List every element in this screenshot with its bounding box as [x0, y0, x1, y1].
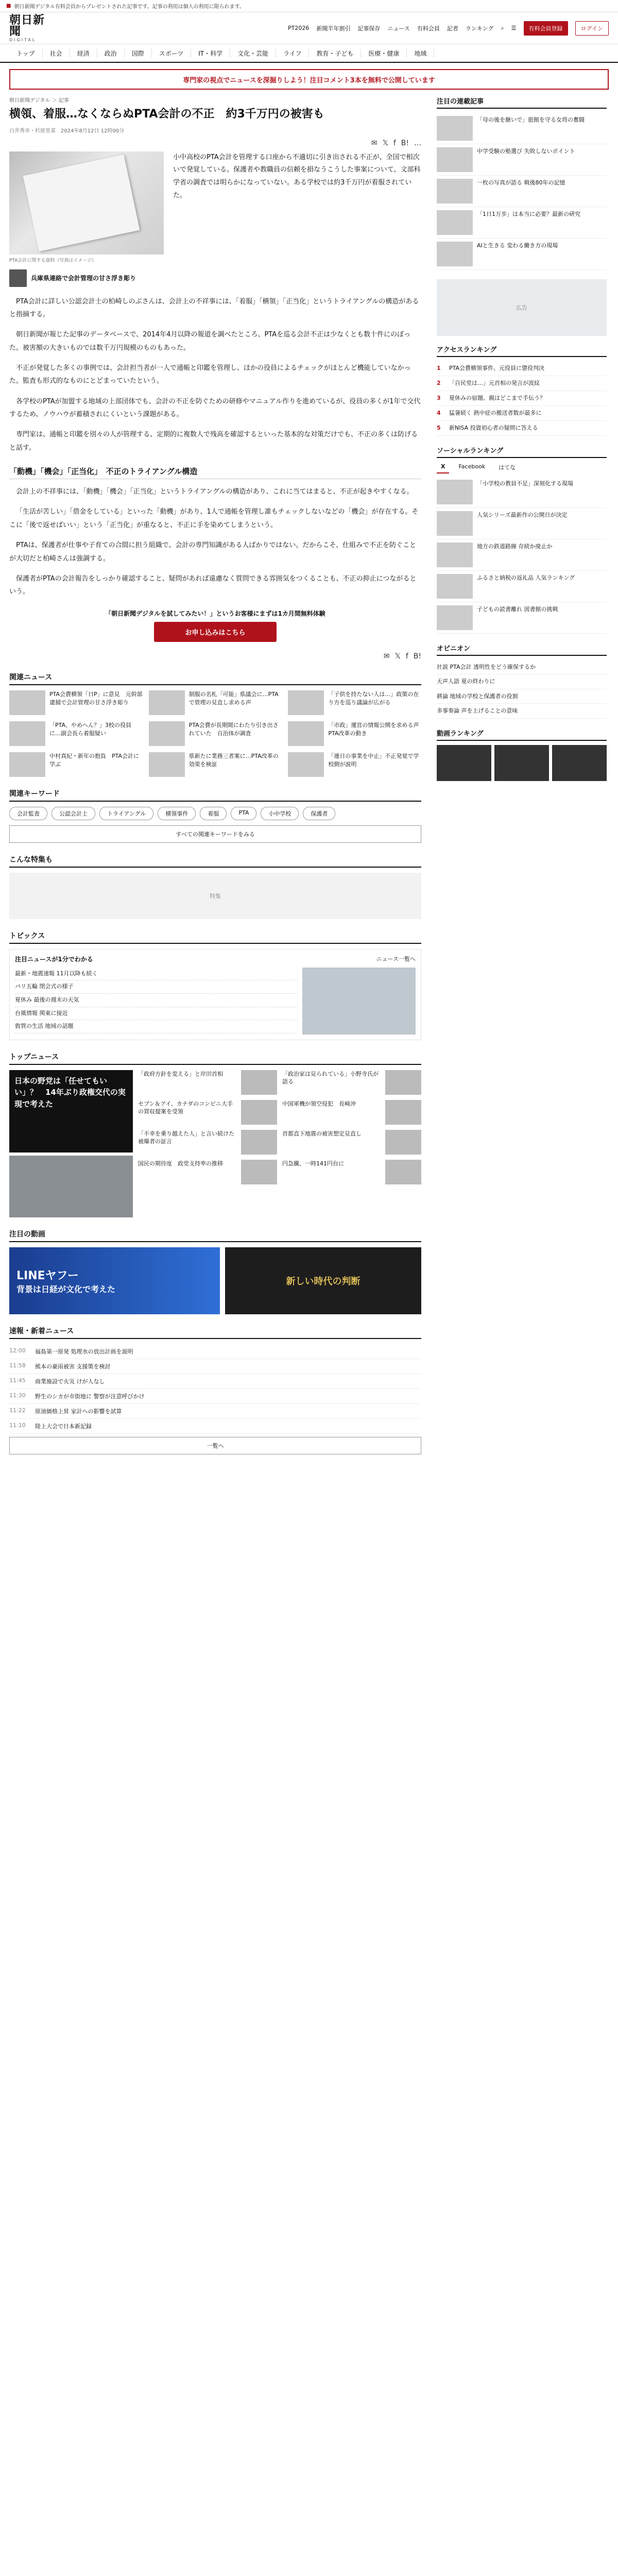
- topnews-item[interactable]: [282, 1160, 421, 1184]
- related-thumbnail: [9, 690, 45, 715]
- gift-article-banner: [0, 0, 618, 12]
- topnews-grid: [9, 1070, 421, 1217]
- breaking-item[interactable]: [9, 1389, 421, 1404]
- social-thumbnail: [437, 605, 473, 630]
- breaking-item[interactable]: [9, 1344, 421, 1359]
- breaking-item[interactable]: [9, 1359, 421, 1374]
- attention-thumbnail: [437, 242, 473, 266]
- topnews-heading: トップニュース: [9, 1052, 421, 1065]
- social-item[interactable]: [437, 477, 607, 508]
- topnews-thumbnail: [241, 1070, 277, 1095]
- related-thumbnail: [288, 690, 324, 715]
- topics-image[interactable]: [302, 968, 416, 1035]
- hatena-icon[interactable]: B!: [413, 652, 421, 660]
- related-item-title: 県新たに業務三者案に…PTA改革の効果を検証: [188, 752, 279, 768]
- facebook-icon[interactable]: f: [405, 652, 408, 660]
- genre-nav-item[interactable]: 教育・子ども: [309, 49, 361, 58]
- article-title: 横領、着服…なくならぬPTA会計の不正 約3千万円の被害も: [9, 108, 324, 121]
- related-item-title: 「連日の事業を中止」不正発覚で学校側が説明: [328, 752, 419, 768]
- ranking-item-title: 新NISA 投資初心者の疑問に答える: [449, 424, 538, 431]
- topnews-item-title: セブン＆アイ、カナダのコンビニ大手の買収提案を受領: [138, 1100, 233, 1115]
- trial-cta-text: 「朝日新聞デジタルを試してみたい！」というお客様にまずは1カ月間無料体験: [105, 609, 325, 617]
- gift-banner-text: 朝日新聞デジタル有料会員からプレゼントされた記事です。記事の利用は個人の利用に限られます。: [14, 4, 245, 10]
- topics-list: [15, 968, 297, 1035]
- topics-item[interactable]: 台風情報 関東に接近: [15, 1007, 297, 1021]
- breaking-list: [9, 1344, 421, 1434]
- genre-nav-item[interactable]: 地域: [407, 49, 434, 58]
- header-nav-item[interactable]: 有料会員: [417, 25, 440, 32]
- topnews-lead-image[interactable]: [9, 1156, 133, 1217]
- rank-number: 1: [437, 365, 441, 371]
- breaking-time: 11:10: [9, 1421, 26, 1429]
- opinion-item[interactable]: 社説 PTA会計 透明性をどう確保するか: [437, 660, 607, 675]
- social-thumbnail: [437, 574, 473, 599]
- social-tabs: [437, 462, 607, 473]
- article-paragraph: 不正が発覚した多くの事例では、会計担当者が一人で通帳と印鑑を管理し、ほかの役員によるチェックがほとんど機能していなかった。監査も形式的なものにとどまっていたという。: [9, 364, 411, 385]
- topnews-item-title: 「不幸を乗り越えた人」と言い続けた被爆者の証言: [138, 1130, 234, 1145]
- site-logo[interactable]: [9, 14, 50, 42]
- sidebar-ad[interactable]: 広告: [437, 279, 607, 336]
- hatena-icon[interactable]: B!: [401, 139, 409, 147]
- related-item[interactable]: [288, 721, 425, 746]
- breaking-item[interactable]: [9, 1404, 421, 1419]
- related-news-grid: [9, 690, 425, 777]
- related-thumbnail: [288, 721, 324, 746]
- author-block[interactable]: [9, 269, 421, 287]
- header-nav: [288, 21, 609, 36]
- header-nav-item[interactable]: ランキング: [465, 25, 494, 32]
- facebook-icon[interactable]: f: [393, 139, 396, 147]
- attention-item-title: 一枚の写真が語る 戦後80年の記憶: [477, 179, 565, 186]
- topnews-item[interactable]: [138, 1070, 277, 1095]
- ranking-item[interactable]: [437, 406, 607, 421]
- share-bar-bottom: [9, 652, 421, 660]
- login-button[interactable]: ログイン: [575, 21, 609, 36]
- keyword-chip[interactable]: 横領事件: [158, 807, 196, 820]
- related-news-heading: 関連ニュース: [9, 672, 421, 685]
- keyword-list: [9, 807, 421, 820]
- topnews-thumbnail: [385, 1100, 421, 1125]
- breaking-headline: 原油価格上昇 家計への影響を試算: [35, 1408, 122, 1415]
- keyword-chip[interactable]: 公認会計士: [52, 807, 95, 820]
- topics-item[interactable]: 夏休み 最後の週末の天気: [15, 994, 297, 1007]
- topnews-item[interactable]: [138, 1100, 277, 1125]
- article-paragraph: 「生活が苦しい」「借金をしている」といった「動機」があり、1人で通帳を管理し誰もチェックしないなどの「機会」が存在する。そこに「後で返せばいい」という「正当化」が重なると、不正に手を染めてしまうという。: [9, 508, 419, 529]
- article-paragraph: 会計上の不祥事には、「動機」「機会」「正当化」というトライアングルの構造があり、これに当てはまると、不正が起きやすくなる。: [16, 488, 414, 496]
- header-nav-item[interactable]: PT2026: [288, 25, 310, 31]
- social-item[interactable]: [437, 508, 607, 539]
- ranking-item[interactable]: [437, 391, 607, 406]
- keyword-chip[interactable]: PTA: [231, 807, 256, 820]
- related-item-title: 「子供を持たない人は…」政策の在り方を巡り議論が広がる: [328, 690, 419, 706]
- article-main: [9, 96, 425, 1461]
- video-grid: [437, 745, 607, 781]
- promo-card-title: LINEヤフー: [16, 1269, 79, 1282]
- social-thumbnail: [437, 511, 473, 536]
- breaking-time: 11:22: [9, 1406, 26, 1414]
- social-item[interactable]: [437, 539, 607, 571]
- genre-nav-item[interactable]: IT・科学: [191, 49, 230, 58]
- breaking-time: 11:45: [9, 1377, 26, 1384]
- related-item-title: 「PTA、やめへん？」3校の役員に…副会長ら着服疑い: [49, 721, 132, 737]
- access-ranking-heading: アクセスランキング: [437, 344, 607, 357]
- related-thumbnail: [288, 752, 324, 777]
- article-paragraph: 各学校のPTAが加盟する地域の上部団体でも、会計の不正を防ぐための研修やマニュアル作りを進めているが、役員の多くが1年で交代するため、ノウハウが蓄積されにくいという課題がある。: [9, 397, 421, 419]
- ranking-item[interactable]: [437, 376, 607, 391]
- breaking-more-button[interactable]: 一覧へ: [9, 1437, 421, 1454]
- topnews-item-title: 「政府方針を変える」と岸田首相: [138, 1070, 223, 1077]
- topnews-item-title: 国民の期待度 政党支持率の推移: [138, 1160, 223, 1167]
- related-item-title: 制服の名札「可能」県議会に…PTAで管理の見直し求める声: [188, 690, 279, 706]
- topnews-item-title: 円急騰、一時141円台に: [282, 1160, 344, 1167]
- keyword-chip[interactable]: 保護者: [303, 807, 335, 820]
- access-ranking-box: [437, 344, 607, 436]
- video-thumbnail[interactable]: [494, 745, 549, 781]
- topnews-thumbnail: [241, 1130, 277, 1155]
- related-thumbnail: [9, 752, 45, 777]
- related-item[interactable]: [9, 752, 143, 777]
- topics-item[interactable]: 敦賀の生活 地域の話題: [15, 1020, 297, 1033]
- photo-caption: PTA会計に関する資料（写真はイメージ）: [9, 258, 97, 263]
- opinion-box: [437, 643, 607, 719]
- breaking-headline: 商業施設で火災 けが人なし: [35, 1378, 105, 1385]
- ranking-item-title: PTA会費横領事件、元役員に懲役判決: [449, 365, 545, 371]
- related-item[interactable]: [149, 690, 282, 715]
- share-bar: [9, 139, 421, 147]
- related-item[interactable]: [288, 690, 421, 715]
- subscribe-button[interactable]: 有料会員登録: [524, 21, 568, 36]
- genre-nav-item[interactable]: 文化・芸能: [230, 49, 276, 58]
- related-item-title: PTA会費が長期間にわたり引き出されていた 自治体が調査: [188, 721, 279, 737]
- breaking-time: 11:30: [9, 1392, 26, 1399]
- opinion-list: [437, 660, 607, 719]
- topnews-item[interactable]: [282, 1070, 421, 1095]
- article-paragraph: 朝日新聞が報じた記事のデータベースで、2014年4月以降の報道を調べたところ、PTAを巡る会計不正は少なくとも数十件にのぼった。被害額の大きいものでは数千万円規模のものもあった。: [9, 331, 411, 352]
- article-photo[interactable]: [9, 151, 164, 255]
- keyword-chip[interactable]: トライアングル: [99, 807, 153, 820]
- video-ranking-heading: 動画ランキング: [437, 728, 607, 741]
- keywords-heading: 関連キーワード: [9, 788, 421, 802]
- opinion-item[interactable]: 耕論 地域の学校と保護者の役割: [437, 689, 607, 704]
- breaking-headline: 野生のシカが市街地に 警察が注意呼びかけ: [35, 1393, 145, 1400]
- related-thumbnail: [149, 752, 185, 777]
- attention-thumbnail: [437, 116, 473, 141]
- attention-item[interactable]: [437, 113, 607, 144]
- article-paragraph: PTAは、保護者が仕事や子育ての合間に担う組織で、会計の専門知識がある人ばかりではない。だからこそ、仕組みで不正を防ぐことが大切だと柏崎さんは強調する。: [9, 541, 417, 563]
- ranking-item[interactable]: [437, 421, 607, 436]
- breaking-title: 速報・新着ニュース: [9, 1327, 74, 1335]
- rank-number: 3: [437, 394, 441, 401]
- x-icon[interactable]: 𝕏: [382, 139, 388, 147]
- genre-nav-item[interactable]: 経済: [70, 49, 97, 58]
- topics-card: [9, 949, 421, 1040]
- promo-card-video[interactable]: 新しい時代の判断: [225, 1247, 421, 1314]
- attention-thumbnail: [437, 179, 473, 204]
- rank-number: 5: [437, 424, 441, 431]
- attention-item[interactable]: [437, 176, 607, 207]
- header-nav-item[interactable]: 記事保存: [357, 25, 381, 32]
- trial-cta: [9, 609, 421, 642]
- video-ranking-box: [437, 728, 607, 781]
- promo-card-subtitle: 背景は日経が文化で考えた: [16, 1284, 116, 1294]
- attention-item[interactable]: [437, 207, 607, 239]
- attention-box: [437, 96, 607, 270]
- breaking-headline: 福島第一原発 処理水の放出計画を説明: [35, 1348, 133, 1355]
- topnews-item[interactable]: [138, 1160, 277, 1184]
- topnews-thumbnail: [385, 1070, 421, 1095]
- topnews-item[interactable]: [138, 1130, 277, 1155]
- social-item[interactable]: [437, 571, 607, 602]
- social-ranking-box: [437, 445, 607, 634]
- header-nav-item[interactable]: 記者: [447, 25, 458, 32]
- breaking-item[interactable]: [9, 1419, 421, 1434]
- topics-heading: トピックス: [9, 930, 421, 944]
- topnews-lead[interactable]: 日本の野党は「任せてもいい」？ 14年ぶり政権交代の実現で考えた: [9, 1070, 133, 1153]
- opinion-item[interactable]: 天声人語 夏の終わりに: [437, 674, 607, 689]
- topnews-thumbnail: [241, 1100, 277, 1125]
- video-thumbnail[interactable]: [552, 745, 607, 781]
- topnews-thumbnail: [385, 1130, 421, 1155]
- related-thumbnail: [149, 690, 185, 715]
- trial-apply-button[interactable]: お申し込みはこちら: [154, 622, 276, 642]
- genre-nav-item[interactable]: 医療・健康: [361, 49, 407, 58]
- attention-item-title: 「1日1万歩」は本当に必要？最新の研究: [477, 211, 580, 217]
- ranking-item[interactable]: [437, 361, 607, 376]
- social-item-title: 地方の鉄道路線 存続か廃止か: [477, 543, 553, 550]
- topnews-item-title: 「政治家は見られている」小野寺氏が語る: [282, 1070, 379, 1086]
- feature-heading: こんな特集も: [9, 854, 421, 868]
- promo-card-line[interactable]: [9, 1247, 220, 1314]
- social-item-title: 人気シリーズ最新作の公開日が決定: [477, 511, 568, 518]
- related-item-title: 中村真紀・新年の抱負 PTA会計に学ぶ: [49, 752, 140, 768]
- article-paragraph: 専門家は、通帳と印鑑を別々の人が管理する、定期的に複数人で残高を確認するといった基本的な対策だけでも、不正の多くは防げると話す。: [9, 431, 418, 452]
- related-item[interactable]: [149, 721, 282, 746]
- related-item[interactable]: [149, 752, 282, 777]
- breaking-time: 12:00: [9, 1347, 26, 1354]
- author-note: 兵庫県連絡で会計管理の甘さ浮き彫り: [31, 275, 136, 282]
- article-meta: 白井秀幸・杉原里菜 2024年8月12日 12時00分: [9, 128, 125, 134]
- attention-thumbnail: [437, 210, 473, 235]
- genre-nav-item[interactable]: 政治: [97, 49, 125, 58]
- topics-tab[interactable]: 注目ニュースが1分でわかる: [15, 955, 93, 963]
- article-lead: 小中高校のPTA会計を管理する口座から不適切に引き出される不正が、全国で相次いで発覚している。保護者や教職員の信頼を損なうこうした事案について、文部科学省の調査では明らかになっていない。ある学校では約3千万円が着服されていた。: [173, 153, 421, 199]
- opinion-item[interactable]: 多事奏論 声を上げることの意味: [437, 704, 607, 719]
- logo-subtext: DIGITAL: [9, 37, 37, 42]
- all-keywords-button[interactable]: すべての関連キーワードをみる: [9, 825, 421, 843]
- opinion-heading: オピニオン: [437, 643, 607, 656]
- social-tab[interactable]: はてな: [499, 464, 516, 471]
- genre-nav-item[interactable]: 国際: [125, 49, 152, 58]
- keyword-chip[interactable]: 小中学校: [261, 807, 299, 820]
- attention-item[interactable]: [437, 144, 607, 176]
- search-icon[interactable]: ⌕: [501, 24, 504, 31]
- related-item-title: 「市政」運営の情報公開を求める声 PTA改革の動き: [328, 721, 425, 737]
- keyword-chip[interactable]: 会計監査: [9, 807, 47, 820]
- more-icon[interactable]: …: [414, 139, 421, 147]
- social-thumbnail: [437, 543, 473, 567]
- site-header: [0, 12, 618, 44]
- gift-icon: ■: [6, 3, 11, 9]
- attention-item-title: AIと生きる 変わる働き方の現場: [477, 242, 558, 249]
- header-nav-item[interactable]: ニュース: [387, 25, 410, 32]
- menu-icon[interactable]: ☰: [511, 25, 517, 31]
- article-paragraph: 保護者がPTAの会計報告をしっかり確認すること、疑問があれば遠慮なく質問できる雰囲気をつくることも、不正の抑止につながるという。: [9, 574, 417, 596]
- genre-nav-item[interactable]: ライフ: [276, 49, 309, 58]
- genre-nav: [0, 44, 618, 63]
- promo-heading: 注目の動画: [9, 1229, 421, 1242]
- attention-thumbnail: [437, 147, 473, 172]
- breaking-headline: 陸上大会で日本新記録: [35, 1422, 92, 1430]
- breaking-headline: 熊本の豪雨被害 支援策を検討: [35, 1363, 111, 1370]
- mail-icon[interactable]: ✉: [383, 652, 390, 660]
- topnews-thumbnail: [241, 1160, 277, 1184]
- rank-number: 2: [437, 379, 441, 386]
- attention-item[interactable]: [437, 239, 607, 270]
- social-ranking-heading: ソーシャルランキング: [437, 445, 607, 458]
- video-thumbnail[interactable]: [437, 745, 491, 781]
- keyword-chip[interactable]: 着服: [200, 807, 227, 820]
- social-item-title: 子どもの読書離れ 図書館の挑戦: [477, 605, 558, 613]
- topics-item[interactable]: パリ五輪 閉会式の様子: [15, 980, 297, 994]
- logo-text: 朝日新聞: [9, 13, 45, 38]
- social-tab[interactable]: X: [437, 462, 449, 473]
- sidebar: [437, 96, 607, 1461]
- rank-number: 4: [437, 409, 441, 416]
- x-icon[interactable]: 𝕏: [394, 652, 401, 660]
- genre-nav-item[interactable]: トップ: [9, 49, 43, 58]
- breadcrumb[interactable]: 朝日新聞デジタル ＞ 記事: [9, 98, 69, 104]
- topnews-item-title: 中国軍機が領空侵犯 長崎沖: [282, 1100, 356, 1107]
- social-thumbnail: [437, 480, 473, 504]
- feature-area[interactable]: 特集: [9, 873, 421, 919]
- related-item[interactable]: [288, 752, 421, 777]
- social-tab[interactable]: Facebook: [458, 463, 486, 470]
- related-thumbnail: [9, 721, 45, 746]
- breaking-heading: [9, 1326, 421, 1339]
- attention-item-title: 中学受験の塾選び 失敗しないポイント: [477, 148, 575, 155]
- article-paragraph: PTA会計に詳しい公認会計士の柏崎しのぶさんは、会計上の不祥事には、「着服」「横領」「正当化」というトライアングルの構造があると指摘する。: [9, 297, 419, 319]
- topnews-item-title: 首都直下地震の被害想定見直し: [282, 1130, 362, 1137]
- related-thumbnail: [149, 721, 185, 746]
- social-item-title: 「小学校の教員不足」深刻化する現場: [477, 480, 573, 487]
- related-item-title: PTA会費横領「日P」に意見 元幹部逮捕で会計管理の甘さ浮き彫り: [49, 690, 143, 706]
- social-item-title: ふるさと納税の返礼品 人気ランキング: [477, 574, 575, 581]
- header-nav-item[interactable]: 新聞半年割引: [316, 25, 351, 32]
- topics-more-link[interactable]: ニュース一覧へ: [376, 955, 416, 962]
- ranking-item-title: 夏休みの宿題、親はどこまで手伝う？: [449, 394, 545, 401]
- ranking-item-title: 「自民党は…」元首相の発言が波紋: [449, 379, 540, 386]
- attention-item-title: 「母の後を継いで」旅館を守る女将の奮闘: [477, 116, 585, 123]
- social-item[interactable]: [437, 602, 607, 634]
- ranking-item-title: 猛暑続く 熱中症の搬送者数が最多に: [449, 409, 542, 416]
- topnews-thumbnail: [385, 1160, 421, 1184]
- topnews-item[interactable]: [282, 1130, 421, 1155]
- genre-nav-item[interactable]: 社会: [43, 49, 70, 58]
- topics-item[interactable]: 最新・地震速報 11月以降も続く: [15, 968, 297, 981]
- mail-icon[interactable]: ✉: [371, 139, 377, 147]
- breaking-item[interactable]: [9, 1374, 421, 1389]
- breaking-time: 11:58: [9, 1362, 26, 1369]
- promo-banner[interactable]: 専門家の視点でニュースを深掘りしよう！注目コメント3本を無料で公開しています: [9, 69, 609, 90]
- topnews-item[interactable]: [282, 1100, 421, 1125]
- author-avatar: [9, 269, 27, 287]
- article-subheading: 「動機」「機会」「正当化」 不正のトライアングル構造: [9, 466, 421, 479]
- genre-nav-item[interactable]: スポーツ: [152, 49, 192, 58]
- related-item[interactable]: [9, 721, 143, 746]
- attention-heading: 注目の連載記事: [437, 96, 607, 109]
- related-item[interactable]: [9, 690, 143, 715]
